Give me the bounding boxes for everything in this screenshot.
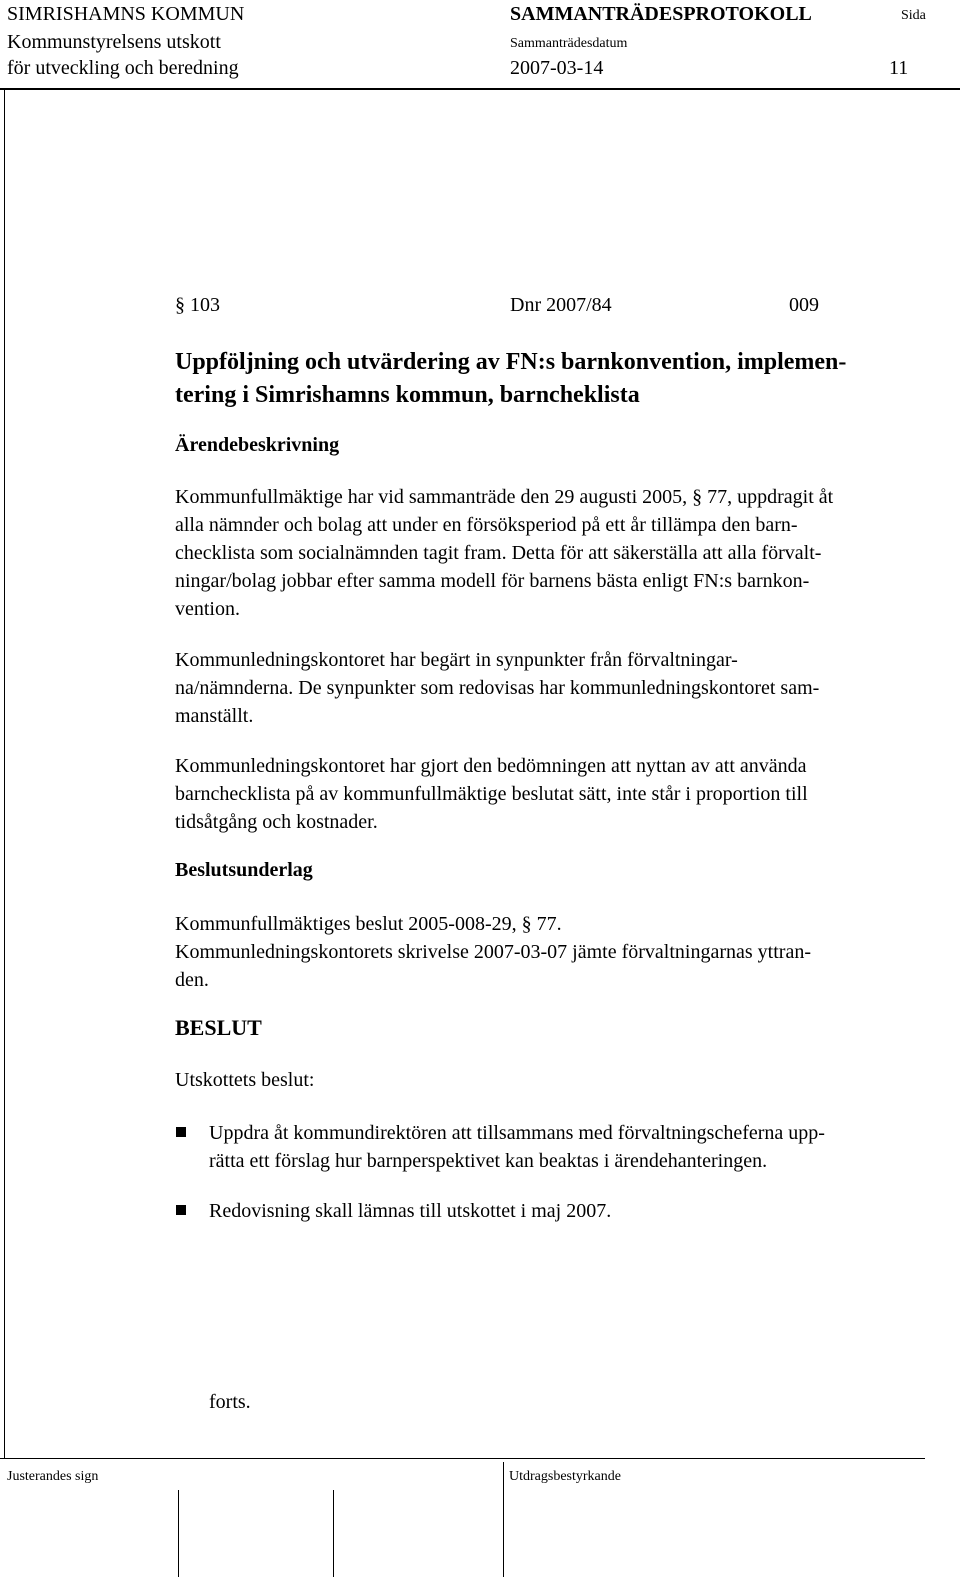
paragraph-number: § 103	[175, 294, 220, 316]
left-margin-line	[4, 88, 5, 1458]
certify-label: Utdragsbestyrkande	[509, 1469, 621, 1484]
text-line: den.	[175, 969, 209, 991]
basis-heading: Beslutsunderlag	[175, 859, 313, 881]
text-line: Kommunledningskontorets skrivelse 2007-03-07 jämte förvaltningarnas yttran-	[175, 941, 811, 963]
case-dnr: Dnr 2007/84	[510, 294, 612, 316]
description-paragraph-3	[175, 752, 935, 836]
description-heading: Ärendebeskrivning	[175, 434, 340, 456]
header-divider	[0, 88, 960, 90]
case-title-line: tering i Simrishamns kommun, barncheklista	[175, 382, 640, 408]
case-title-line: Uppföljning och utvärdering av FN:s barnkonvention, implemen-	[175, 349, 847, 375]
decision-subheading: Utskottets beslut:	[175, 1069, 315, 1091]
text-line: Kommunledningskontoret har gjort den bedömningen att nyttan av att använda	[175, 755, 807, 777]
text-line: Kommunfullmäktige har vid sammanträde den 29 augusti 2005, § 77, uppdragit åt	[175, 486, 834, 508]
text-line: manställt.	[175, 705, 254, 727]
text-line: vention.	[175, 598, 240, 620]
text-line: alla nämnder och bolag att under en försöksperiod på ett år tillämpa den barn-	[175, 514, 798, 536]
text-line: barnchecklista på av kommunfullmäktige beslutat sätt, inte står i proportion till	[175, 783, 808, 805]
committee-name: Kommunstyrelsens utskott	[7, 31, 221, 53]
decision-heading: BESLUT	[175, 1015, 262, 1040]
signature-box-divider	[178, 1490, 179, 1577]
text-line: tidsåtgång och kostnader.	[175, 811, 378, 833]
description-paragraph-1	[175, 483, 935, 623]
bullet-icon	[176, 1205, 186, 1215]
date-label: Sammanträdesdatum	[510, 36, 628, 51]
case-title	[175, 346, 935, 412]
text-line: Redovisning skall lämnas till utskottet i maj 2007.	[209, 1200, 612, 1222]
sign-label: Justerandes sign	[7, 1469, 99, 1484]
text-line: ningar/bolag jobbar efter samma modell för barnens bästa enligt FN:s barnkon-	[175, 570, 810, 592]
text-line: na/nämnderna. De synpunkter som redovisas har kommunledningskontoret sam-	[175, 677, 820, 699]
footer-divider	[0, 1458, 925, 1459]
signature-box-divider	[333, 1490, 334, 1577]
page-number: 11	[889, 57, 909, 79]
bullet-icon	[176, 1127, 186, 1137]
page-label: Sida	[901, 8, 926, 23]
decision-item	[209, 1119, 929, 1175]
basis-list	[175, 910, 935, 994]
text-line: rätta ett förslag hur barnperspektivet kan beaktas i ärendehanteringen.	[209, 1150, 768, 1172]
decision-item	[209, 1197, 929, 1225]
text-line: Uppdra åt kommundirektören att tillsammans med förvaltningscheferna upp-	[209, 1122, 825, 1144]
case-code: 009	[789, 294, 819, 316]
continued-marker: forts.	[209, 1391, 251, 1413]
text-line: checklista som socialnämnden tagit fram. Detta för att säkerställa att alla förvalt-	[175, 542, 822, 564]
signature-box-divider	[503, 1462, 504, 1577]
protocol-title: SAMMANTRÄDESPROTOKOLL	[510, 3, 812, 25]
text-line: Kommunledningskontoret har begärt in synpunkter från förvaltningar-	[175, 649, 738, 671]
committee-subname: för utveckling och beredning	[7, 57, 239, 79]
meeting-date: 2007-03-14	[510, 57, 604, 79]
text-line: Kommunfullmäktiges beslut 2005-008-29, § 77.	[175, 913, 562, 935]
municipality-name: SIMRISHAMNS KOMMUN	[7, 3, 245, 25]
description-paragraph-2	[175, 646, 935, 730]
